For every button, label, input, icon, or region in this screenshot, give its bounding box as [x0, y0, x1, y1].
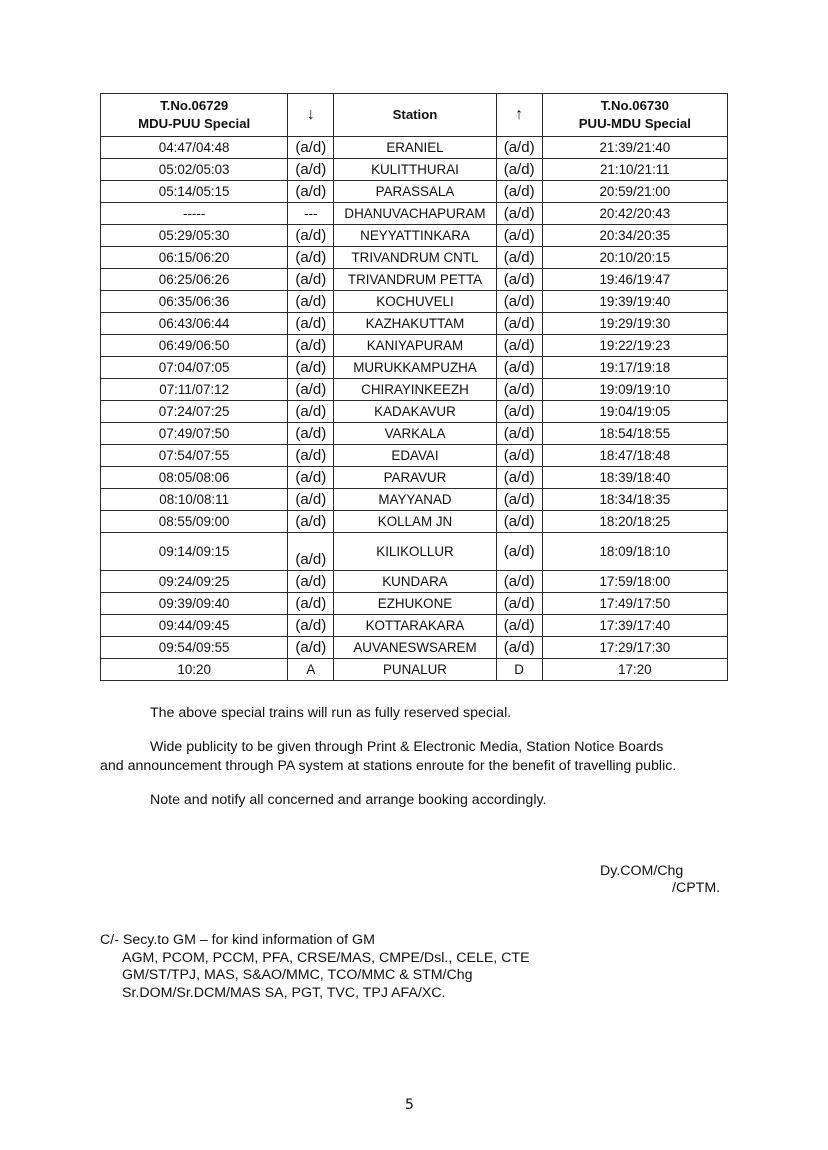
- down-arrival-departure-mark: (a/d): [288, 593, 334, 615]
- up-arrival-departure-mark: (a/d): [496, 159, 542, 181]
- down-arrival-departure-mark: (a/d): [288, 401, 334, 423]
- station-name: MAYYANAD: [334, 489, 496, 511]
- up-arrival-departure-mark: (a/d): [496, 379, 542, 401]
- station-name: CHIRAYINKEEZH: [334, 379, 496, 401]
- up-arrival-departure-mark: (a/d): [496, 291, 542, 313]
- table-row: [101, 615, 728, 637]
- paragraph-publicity-line2: and announcement through PA system at stations enroute for the benefit of travelling public.: [100, 758, 677, 774]
- up-arrival-departure-time: 19:17/19:18: [542, 357, 727, 379]
- down-arrival-departure-time: 07:49/07:50: [101, 423, 288, 445]
- down-arrival-departure-time: 09:54/09:55: [101, 637, 288, 659]
- table-row: [101, 225, 728, 247]
- station-name: AUVANESWSAREM: [334, 637, 496, 659]
- down-arrival-departure-time: 08:55/09:00: [101, 511, 288, 533]
- up-arrival-departure-mark: (a/d): [496, 357, 542, 379]
- up-arrival-departure-mark: (a/d): [496, 313, 542, 335]
- down-arrival-departure-mark: (a/d): [288, 357, 334, 379]
- up-arrival-departure-time: 17:59/18:00: [542, 571, 727, 593]
- up-arrival-departure-time: 17:29/17:30: [542, 637, 727, 659]
- table-row: [101, 335, 728, 357]
- table-row: [101, 489, 728, 511]
- up-arrival-departure-time: 18:39/18:40: [542, 467, 727, 489]
- timetable: [100, 93, 728, 681]
- station-name: PARAVUR: [334, 467, 496, 489]
- up-arrival-departure-time: 21:10/21:11: [542, 159, 727, 181]
- down-arrival-departure-time: 09:24/09:25: [101, 571, 288, 593]
- down-arrival-departure-mark: (a/d): [288, 137, 334, 159]
- table-row: [101, 269, 728, 291]
- table-row: [101, 247, 728, 269]
- up-arrival-departure-time: 19:22/19:23: [542, 335, 727, 357]
- up-arrival-departure-mark: (a/d): [496, 637, 542, 659]
- station-name: KOLLAM JN: [334, 511, 496, 533]
- station-name: KOCHUVELI: [334, 291, 496, 313]
- down-arrival-departure-mark: (a/d): [288, 467, 334, 489]
- down-arrival-departure-time: 09:44/09:45: [101, 615, 288, 637]
- table-row: [101, 571, 728, 593]
- down-arrival-departure-time: 07:11/07:12: [101, 379, 288, 401]
- table-row: [101, 467, 728, 489]
- down-arrow-icon: ↓: [288, 94, 334, 137]
- down-arrival-departure-mark: (a/d): [288, 335, 334, 357]
- timetable-header: [101, 94, 728, 137]
- down-arrival-departure-time: 06:35/06:36: [101, 291, 288, 313]
- paragraph-note-notify: Note and notify all concerned and arrange booking accordingly.: [150, 792, 547, 808]
- down-arrival-departure-mark: (a/d): [288, 269, 334, 291]
- station-name: KADAKAVUR: [334, 401, 496, 423]
- up-arrival-departure-time: 18:54/18:55: [542, 423, 727, 445]
- up-arrival-departure-mark: (a/d): [496, 401, 542, 423]
- up-arrival-departure-time: 20:59/21:00: [542, 181, 727, 203]
- up-arrival-departure-time: 19:46/19:47: [542, 269, 727, 291]
- table-row: [101, 593, 728, 615]
- down-arrival-departure-mark: (a/d): [288, 247, 334, 269]
- station-name: PUNALUR: [334, 659, 496, 681]
- up-arrival-departure-mark: (a/d): [496, 533, 542, 571]
- down-arrival-departure-mark: (a/d): [288, 533, 334, 571]
- up-arrival-departure-time: 17:49/17:50: [542, 593, 727, 615]
- up-arrival-departure-mark: (a/d): [496, 247, 542, 269]
- table-row: [101, 445, 728, 467]
- up-arrival-departure-mark: (a/d): [496, 593, 542, 615]
- down-arrival-departure-mark: (a/d): [288, 637, 334, 659]
- up-train-header: [542, 94, 727, 137]
- up-arrival-departure-time: 18:09/18:10: [542, 533, 727, 571]
- table-row: [101, 637, 728, 659]
- timetable-body: [101, 137, 728, 681]
- copy-to-line: AGM, PCOM, PCCM, PFA, CRSE/MAS, CMPE/Dsl., CELE, CTE: [122, 949, 530, 966]
- station-name: MURUKKAMPUZHA: [334, 357, 496, 379]
- up-arrival-departure-mark: (a/d): [496, 137, 542, 159]
- table-row: [101, 291, 728, 313]
- up-arrival-departure-time: 19:39/19:40: [542, 291, 727, 313]
- down-arrival-departure-mark: (a/d): [288, 181, 334, 203]
- up-arrival-departure-time: 18:47/18:48: [542, 445, 727, 467]
- up-arrival-departure-mark: (a/d): [496, 467, 542, 489]
- up-arrival-departure-mark: (a/d): [496, 511, 542, 533]
- down-arrival-departure-mark: A: [288, 659, 334, 681]
- down-arrival-departure-mark: (a/d): [288, 379, 334, 401]
- station-name: TRIVANDRUM CNTL: [334, 247, 496, 269]
- station-name: PARASSALA: [334, 181, 496, 203]
- up-arrival-departure-mark: (a/d): [496, 225, 542, 247]
- down-arrival-departure-mark: (a/d): [288, 571, 334, 593]
- copy-to-line: Sr.DOM/Sr.DCM/MAS SA, PGT, TVC, TPJ AFA/XC.: [122, 984, 446, 1001]
- down-arrival-departure-mark: (a/d): [288, 313, 334, 335]
- down-train-header: [101, 94, 288, 137]
- down-arrival-departure-mark: (a/d): [288, 159, 334, 181]
- station-name: KILIKOLLUR: [334, 533, 496, 571]
- table-row: [101, 203, 728, 225]
- down-arrival-departure-time: 08:05/08:06: [101, 467, 288, 489]
- paragraph-fully-reserved: The above special trains will run as fully reserved special.: [150, 705, 512, 721]
- down-train-number: T.No.06729: [160, 98, 229, 113]
- up-arrow-icon: ↑: [496, 94, 542, 137]
- up-arrival-departure-time: 18:34/18:35: [542, 489, 727, 511]
- up-arrival-departure-mark: (a/d): [496, 615, 542, 637]
- table-row: [101, 401, 728, 423]
- down-arrival-departure-mark: (a/d): [288, 423, 334, 445]
- station-name: EDAVAI: [334, 445, 496, 467]
- station-name: KOTTARAKARA: [334, 615, 496, 637]
- up-arrival-departure-time: 17:20: [542, 659, 727, 681]
- down-arrival-departure-time: 05:14/05:15: [101, 181, 288, 203]
- station-name: KUNDARA: [334, 571, 496, 593]
- table-row: [101, 379, 728, 401]
- down-arrival-departure-time: 07:04/07:05: [101, 357, 288, 379]
- down-arrival-departure-time: 07:24/07:25: [101, 401, 288, 423]
- up-arrival-departure-mark: (a/d): [496, 269, 542, 291]
- up-arrival-departure-time: 19:29/19:30: [542, 313, 727, 335]
- up-arrival-departure-time: 20:10/20:15: [542, 247, 727, 269]
- up-arrival-departure-time: 19:09/19:10: [542, 379, 727, 401]
- copy-to-line: GM/ST/TPJ, MAS, S&AO/MMC, TCO/MMC & STM/Chg: [122, 967, 473, 984]
- up-arrival-departure-time: 19:04/19:05: [542, 401, 727, 423]
- station-name: KULITTHURAI: [334, 159, 496, 181]
- down-arrival-departure-mark: (a/d): [288, 225, 334, 247]
- down-arrival-departure-mark: (a/d): [288, 445, 334, 467]
- up-arrival-departure-mark: (a/d): [496, 335, 542, 357]
- signature-designation: Dy.COM/Chg: [600, 863, 684, 879]
- down-arrival-departure-mark: (a/d): [288, 489, 334, 511]
- down-arrival-departure-mark: (a/d): [288, 615, 334, 637]
- station-name: TRIVANDRUM PETTA: [334, 269, 496, 291]
- up-arrival-departure-time: 18:20/18:25: [542, 511, 727, 533]
- up-arrival-departure-mark: (a/d): [496, 181, 542, 203]
- station-name: VARKALA: [334, 423, 496, 445]
- table-row: [101, 423, 728, 445]
- down-arrival-departure-time: 09:39/09:40: [101, 593, 288, 615]
- down-arrival-departure-time: -----: [101, 203, 288, 225]
- table-row: [101, 659, 728, 681]
- station-name: KAZHAKUTTAM: [334, 313, 496, 335]
- up-arrival-departure-time: 17:39/17:40: [542, 615, 727, 637]
- down-arrival-departure-time: 05:02/05:03: [101, 159, 288, 181]
- page-number: 5: [405, 1097, 414, 1113]
- down-arrival-departure-time: 06:15/06:20: [101, 247, 288, 269]
- up-arrival-departure-mark: (a/d): [496, 423, 542, 445]
- down-arrival-departure-mark: (a/d): [288, 511, 334, 533]
- table-row: [101, 181, 728, 203]
- down-arrival-departure-time: 06:49/06:50: [101, 335, 288, 357]
- copy-to-line: C/- Secy.to GM – for kind information of GM: [100, 932, 375, 948]
- table-row: [101, 313, 728, 335]
- up-arrival-departure-mark: (a/d): [496, 445, 542, 467]
- station-header: Station: [334, 94, 496, 137]
- signature-office: /CPTM.: [672, 880, 721, 896]
- station-name: EZHUKONE: [334, 593, 496, 615]
- down-arrival-departure-time: 10:20: [101, 659, 288, 681]
- up-arrival-departure-time: 20:34/20:35: [542, 225, 727, 247]
- table-row: [101, 533, 728, 571]
- table-row: [101, 511, 728, 533]
- table-row: [101, 159, 728, 181]
- up-arrival-departure-mark: (a/d): [496, 571, 542, 593]
- station-name: KANIYAPURAM: [334, 335, 496, 357]
- up-arrival-departure-mark: D: [496, 659, 542, 681]
- table-row: [101, 137, 728, 159]
- down-arrival-departure-time: 06:25/06:26: [101, 269, 288, 291]
- station-name: NEYYATTINKARA: [334, 225, 496, 247]
- down-arrival-departure-mark: (a/d): [288, 291, 334, 313]
- table-row: [101, 357, 728, 379]
- down-arrival-departure-time: 09:14/09:15: [101, 533, 288, 571]
- down-arrival-departure-mark: ---: [288, 203, 334, 225]
- up-arrival-departure-time: 21:39/21:40: [542, 137, 727, 159]
- down-arrival-departure-time: 05:29/05:30: [101, 225, 288, 247]
- down-arrival-departure-time: 04:47/04:48: [101, 137, 288, 159]
- paragraph-publicity-line1: Wide publicity to be given through Print & Electronic Media, Station Notice Boards: [150, 739, 664, 755]
- down-arrival-departure-time: 07:54/07:55: [101, 445, 288, 467]
- copy-to-block: [100, 932, 530, 1002]
- up-arrival-departure-time: 20:42/20:43: [542, 203, 727, 225]
- up-arrival-departure-mark: (a/d): [496, 203, 542, 225]
- up-train-number: T.No.06730: [600, 98, 669, 113]
- station-name: ERANIEL: [334, 137, 496, 159]
- station-name: DHANUVACHAPURAM: [334, 203, 496, 225]
- up-arrival-departure-mark: (a/d): [496, 489, 542, 511]
- down-train-name: MDU-PUU Special: [138, 116, 251, 131]
- down-arrival-departure-time: 06:43/06:44: [101, 313, 288, 335]
- up-train-name: PUU-MDU Special: [578, 116, 691, 131]
- down-arrival-departure-time: 08:10/08:11: [101, 489, 288, 511]
